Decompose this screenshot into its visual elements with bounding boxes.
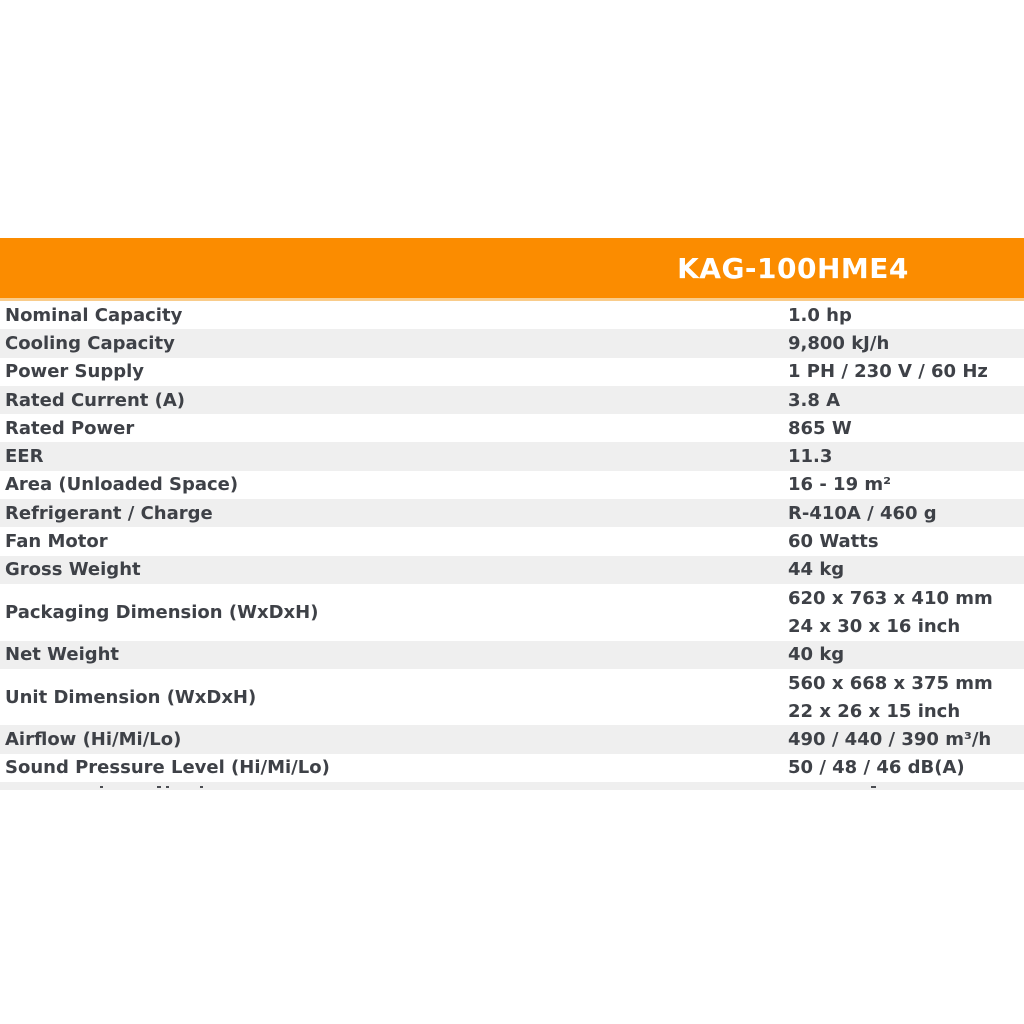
spec-row-eer	[0, 442, 1024, 470]
spec-row-unit-dimension	[0, 669, 1024, 726]
spec-value: 40 kg	[788, 644, 845, 666]
spec-value: 1.0 hp	[788, 304, 852, 326]
clipped-text-fragment	[100, 786, 103, 788]
spec-row-gross-weight	[0, 556, 1024, 584]
spec-value: 490 / 440 / 390 m³/h	[788, 729, 992, 751]
spec-row-cooling-capacity	[0, 329, 1024, 357]
spec-value-group	[788, 584, 993, 641]
spec-label: Nominal Capacity	[5, 304, 183, 326]
spec-label: Unit Dimension (WxDxH)	[5, 686, 257, 708]
spec-row-area	[0, 471, 1024, 499]
spec-value: 11.3	[788, 446, 833, 468]
spec-label: Packaging Dimension (WxDxH)	[5, 601, 319, 623]
spec-label: Airflow (Hi/Mi/Lo)	[5, 729, 182, 751]
clipped-text-fragment	[871, 786, 876, 788]
spec-row-rated-power	[0, 414, 1024, 442]
spec-value-line: 24 x 30 x 16 inch	[788, 615, 961, 637]
spec-label: Cooling Capacity	[5, 332, 175, 354]
spec-label: Sound Pressure Level (Hi/Mi/Lo)	[5, 757, 330, 779]
spec-row-nominal-capacity	[0, 301, 1024, 329]
spec-row-net-weight	[0, 641, 1024, 669]
spec-label: Fan Motor	[5, 531, 108, 553]
spec-value-line: 22 x 26 x 15 inch	[788, 700, 961, 722]
spec-label: Net Weight	[5, 644, 120, 666]
spec-value: 44 kg	[788, 559, 845, 581]
spec-value: 865 W	[788, 417, 852, 439]
spec-value: 50 / 48 / 46 dB(A)	[788, 757, 965, 779]
spec-value: 60 Watts	[788, 531, 879, 553]
spec-row-power-supply	[0, 358, 1024, 386]
clipped-text-fragment	[200, 786, 203, 788]
spec-value: R-410A / 460 g	[788, 502, 937, 524]
spec-label: EER	[5, 446, 44, 468]
clipped-text-fragment	[166, 786, 169, 788]
spec-value-line: 620 x 763 x 410 mm	[788, 587, 993, 609]
spec-label: Refrigerant / Charge	[5, 502, 213, 524]
spec-value: 9,800 kJ/h	[788, 332, 890, 354]
spec-row-refrigerant	[0, 499, 1024, 527]
spec-row-sound-pressure	[0, 754, 1024, 782]
spec-row-packaging-dimension	[0, 584, 1024, 641]
spec-value: 16 - 19 m²	[788, 474, 892, 496]
spec-row-airflow	[0, 725, 1024, 753]
spec-row-rated-current	[0, 386, 1024, 414]
spec-label: Area (Unloaded Space)	[5, 474, 239, 496]
clipped-row	[0, 782, 1024, 790]
model-header	[0, 238, 1024, 298]
spec-value-line: 560 x 668 x 375 mm	[788, 672, 993, 694]
spec-value: 1 PH / 230 V / 60 Hz	[788, 361, 988, 383]
model-name: KAG-100HME4	[677, 251, 909, 285]
spec-value-group	[788, 669, 993, 726]
clipped-text-fragment	[157, 786, 161, 788]
spec-row-fan-motor	[0, 527, 1024, 555]
spec-value: 3.8 A	[788, 389, 841, 411]
spec-label: Rated Current (A)	[5, 389, 186, 411]
spec-label: Gross Weight	[5, 559, 141, 581]
spec-label: Rated Power	[5, 417, 135, 439]
spec-label: Power Supply	[5, 361, 144, 383]
spec-table	[0, 238, 1024, 790]
